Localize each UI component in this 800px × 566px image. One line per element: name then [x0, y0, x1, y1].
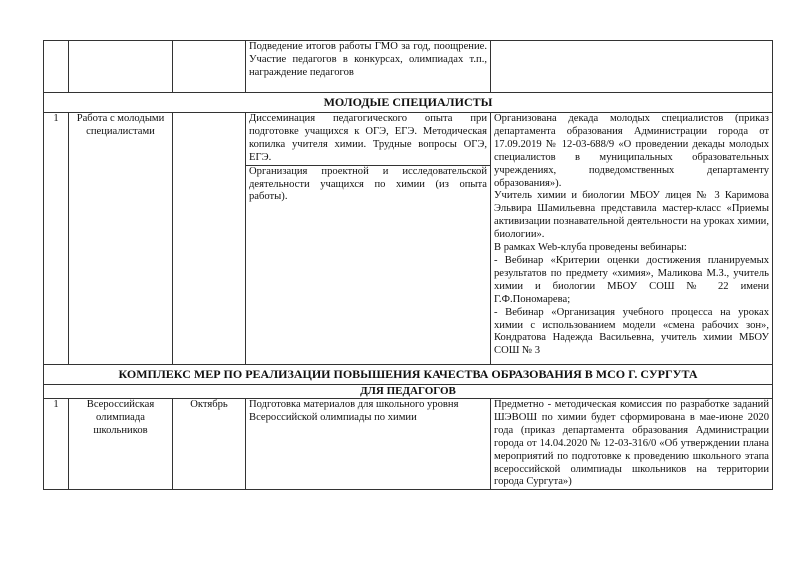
row-result	[491, 41, 773, 93]
table-row	[44, 399, 773, 490]
table-row	[44, 41, 773, 93]
plan-table	[43, 40, 773, 490]
row-date: Октябрь	[173, 399, 246, 490]
row-activity	[246, 113, 491, 365]
result-paragraph: В рамках Web-клуба проведены вебинары:	[494, 242, 687, 254]
row-result	[491, 113, 773, 365]
row-activity: Подведение итогов работы ГМО за год, поощрение. Участие педагогов в конкурсах, олимпиадах т.п., награждение педагогов	[246, 41, 491, 93]
row-name: Работа с молодыми специалистами	[69, 113, 173, 365]
table-row	[44, 113, 773, 365]
row-number	[44, 41, 69, 93]
row-number: 1	[44, 399, 69, 490]
result-paragraph: - Вебинар «Критерии оценки достижения планируемых результатов по предмету «химия», Маликова М.З., учитель химии и биологии МБОУ СОШ № 22 имени Г.Ф.Пономарева;	[494, 254, 769, 305]
result-paragraph: Учитель химии и биологии МБОУ лицея № 3 Каримова Эльвира Шамильевна представила мастер-класс «Приемы активизации познавательной деятельности на уроках химии, биологии».	[494, 190, 769, 241]
section-header-row	[44, 93, 773, 113]
section-title-young-specialists: МОЛОДЫЕ СПЕЦИАЛИСТЫ	[44, 93, 773, 113]
activity-item: Организация проектной и исследовательской деятельности учащихся по химии (из опыта работы).	[246, 165, 490, 205]
row-activity: Подготовка материалов для школьного уровня Всероссийской олимпиады по химии	[246, 399, 491, 490]
row-number: 1	[44, 113, 69, 365]
row-date	[173, 41, 246, 93]
activity-item: Диссеминация педагогического опыта при подготовке учащихся к ОГЭ, ЕГЭ. Методическая копилка учителя химии. Трудные вопросы ОГЭ, ЕГЭ.	[249, 113, 487, 163]
row-result: Предметно - методическая комиссия по разработке заданий ШЭВОШ по химии будет сформирована в мае-июне 2020 года (приказ департамента образования Администрации города от 14.04.2020 № 12-03-316/0 «Об утверждении плана мероприятий по подготовке к проведению школьного этапа всероссийской олимпиады школьников на территории города Сургута»)	[491, 399, 773, 490]
row-name: Всероссийская олимпиада школьников	[69, 399, 173, 490]
row-date	[173, 113, 246, 365]
row-name	[69, 41, 173, 93]
section-header-row	[44, 385, 773, 399]
section-title-for-teachers: ДЛЯ ПЕДАГОГОВ	[44, 385, 773, 399]
result-paragraph: - Вебинар «Организация учебного процесса на уроках химии с использованием модели «смена рабочих зон», Кондратова Надежда Васильевна, учитель химии МБОУ СОШ № 3	[494, 306, 769, 357]
result-paragraph: Организована декада молодых специалистов (приказ департамента образования Администрации города от 17.09.2019 № 12-03-688/9 «О проведении декады молодых специалистов в муниципальных образовательных учреждениях, подведомственных департаменту образования»).	[494, 113, 769, 189]
section-title-quality-complex: КОМПЛЕКС МЕР ПО РЕАЛИЗАЦИИ ПОВЫШЕНИЯ КАЧЕСТВА ОБРАЗОВАНИЯ В МСО Г. СУРГУТА	[44, 365, 773, 385]
section-header-row	[44, 365, 773, 385]
